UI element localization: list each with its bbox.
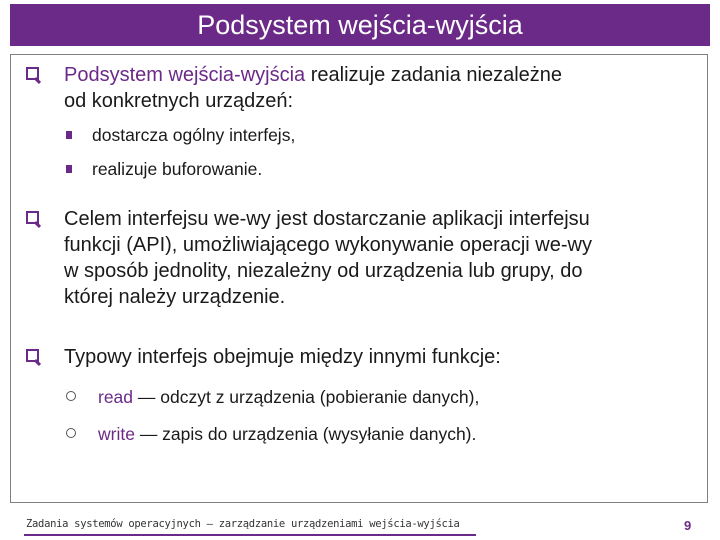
square-bullet-icon — [66, 165, 72, 173]
slide-title: Podsystem wejścia-wyjścia — [10, 4, 710, 46]
footer-text: Zadania systemów operacyjnych – zarządzanie urządzeniami wejścia-wyjścia — [26, 518, 460, 530]
function-item — [98, 384, 479, 410]
bullet-1-rest: realizuje zadania niezależne — [305, 64, 563, 86]
sub-item-text: realizuje buforowanie. — [92, 159, 263, 179]
bullet-3 — [64, 344, 501, 370]
checkbox-bullet-icon — [26, 211, 39, 224]
checkbox-bullet-icon — [26, 67, 39, 80]
circle-bullet-icon — [66, 428, 76, 438]
bullet-2-line: Celem interfejsu we-wy jest dostarczanie aplikacji interfejsu — [64, 208, 590, 230]
page-number: 9 — [684, 518, 692, 533]
bullet-2-line: w sposób jednolity, niezależny od urządzenia lub grupy, do — [64, 260, 583, 282]
function-item — [98, 421, 476, 447]
sub-item-text: dostarcza ogólny interfejs, — [92, 125, 296, 145]
function-name: write — [98, 424, 135, 444]
circle-bullet-icon — [66, 391, 76, 401]
bullet-2-line: której należy urządzenie. — [64, 286, 286, 308]
sub-item — [92, 122, 295, 148]
bullet-1-line2: od konkretnych urządzeń: — [64, 90, 294, 112]
bullet-1-highlight: Podsystem wejścia-wyjścia — [64, 64, 306, 86]
checkbox-bullet-icon — [26, 349, 39, 362]
bullet-2 — [64, 206, 592, 310]
bullet-2-line: funkcji (API), umożliwiającego wykonywanie operacji we-wy — [64, 234, 592, 256]
function-name: read — [98, 387, 134, 407]
function-desc: — zapis do urządzenia (wysyłanie danych). — [134, 424, 477, 444]
bullet-1 — [64, 62, 562, 114]
bullet-3-line: Typowy interfejs obejmuje między innymi funkcje: — [64, 346, 501, 368]
footer-divider — [24, 534, 476, 536]
function-desc: — odczyt z urządzenia (pobieranie danych), — [133, 387, 480, 407]
square-bullet-icon — [66, 131, 72, 139]
sub-item — [92, 156, 262, 182]
